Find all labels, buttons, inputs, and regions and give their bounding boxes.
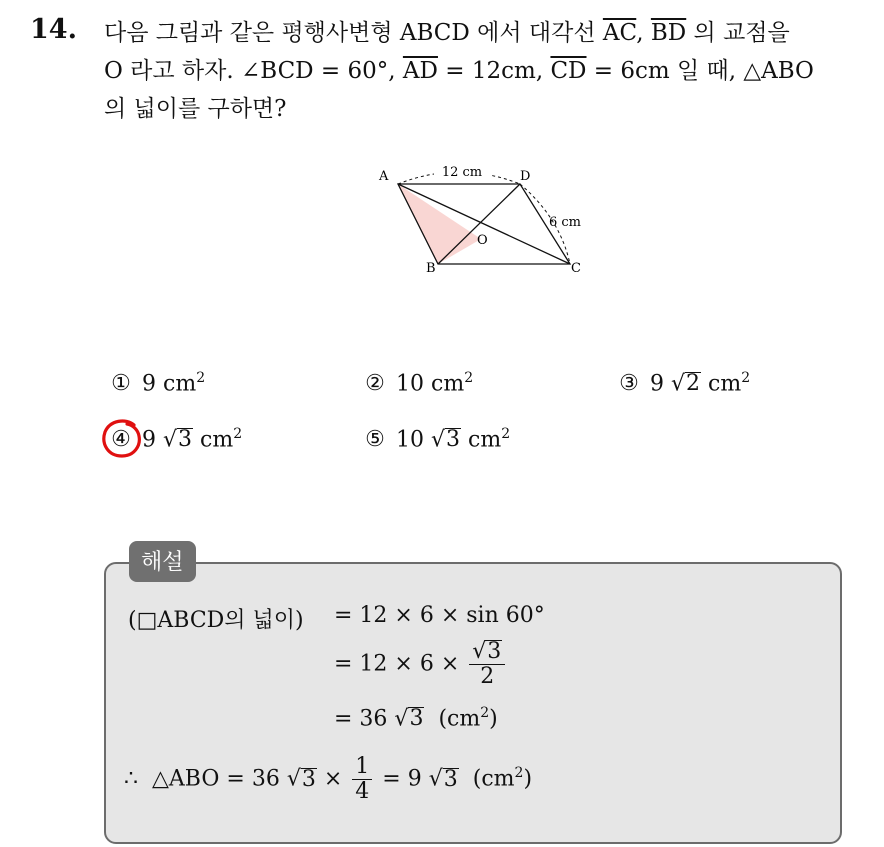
solution-line-1-rhs: = 12 × 6 × sin 60° (334, 603, 545, 628)
choice-5[interactable]: ⑤ 10 √3 $cm^2$ (365, 426, 511, 453)
question-number: 14. (30, 14, 77, 45)
solution-label: 해설 (129, 541, 196, 582)
question-text (104, 14, 864, 128)
parallelogram-figure (370, 160, 600, 285)
question-line-3: 의 넓이를 구하면? (104, 96, 287, 122)
choice-1[interactable]: ① 9 $cm^2$ (111, 370, 206, 397)
answer-circle-mark (100, 416, 144, 460)
question-line-2: O 라고 하자. ∠BCD = 60°, $\overline{AD} = 12cm$, $\overline{CD} = 6cm$ 일 때, △ABO (104, 58, 814, 84)
triangle-abo-shade (398, 184, 481, 264)
vertex-d-label: D (520, 169, 531, 184)
fraction-sqrt3-over-2: $\frac{√3}{2}$ (469, 640, 505, 689)
solution-line-2: = 12 × 6 × $\frac{√3}{2}$ (334, 640, 508, 689)
choice-2[interactable]: ② 10 $cm^2$ (365, 370, 474, 397)
vertex-b-label: B (426, 261, 436, 276)
solution-line-4: ∴ △ABO = 36 √3 × $\frac{1}{4}$ = 9 √3 $(cm^2)$ (124, 754, 533, 804)
length-ad-label: 12 cm (441, 165, 483, 180)
question-line-1: 다음 그림과 같은 평행사변형 ABCD 에서 대각선 $\overline{AC}$, $\overline{BD}$ 의 교점을 (104, 20, 790, 46)
solution-line-1-lhs: (□ABCD의 넓이) (128, 608, 304, 633)
fraction-1-over-4: $\frac{1}{4}$ (352, 755, 372, 804)
point-o-label: O (477, 233, 488, 248)
choice-3[interactable]: ③ 9 √2 $cm^2$ (619, 370, 751, 397)
vertex-c-label: C (571, 261, 581, 276)
solution-line-3: = 36 √3 $(cm^2)$ (334, 705, 498, 732)
vertex-a-label: A (379, 169, 389, 184)
choice-4[interactable]: ④ 9 √3 $cm^2$ (111, 426, 243, 453)
length-cd-label: 6 cm (549, 215, 582, 230)
